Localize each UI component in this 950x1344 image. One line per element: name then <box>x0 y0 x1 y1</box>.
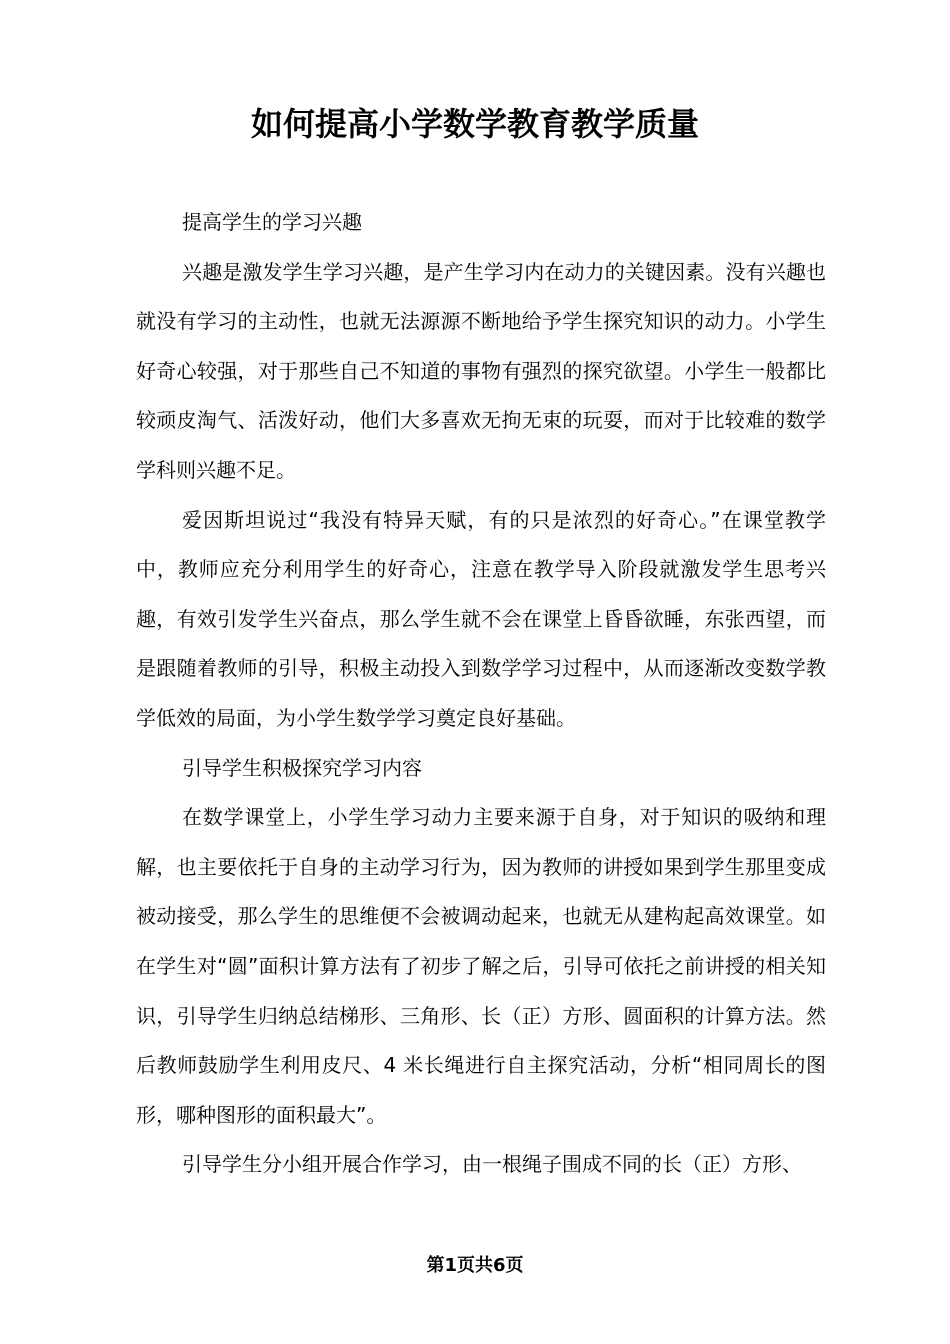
document-body <box>136 198 826 1190</box>
page-footer: 第1页共6页 <box>426 1255 524 1276</box>
paragraph-interest-1: 兴趣是激发学生学习兴趣，是产生学习内在动力的关键因素。没有兴趣也就没有学习的主动性，也就无法源源不断地给予学生探究知识的动力。小学生好奇心较强，对于那些自己不知道的事物有强烈的探究欲望。小学生一般都比较顽皮淘气、活泼好动，他们大多喜欢无拘无束的玩耍，而对于比较难的数学学科则兴趣不足。 <box>136 259 826 482</box>
document-title: 如何提高小学数学教育教学质量 <box>250 105 699 143</box>
paragraph-explore-1: 在数学课堂上，小学生学习动力主要来源于自身，对于知识的吸纳和理解，也主要依托于自身的主动学习行为，因为教师的讲授如果到学生那里变成被动接受，那么学生的思维便不会被调动起来，也就无从建构起高效课堂。如在学生对“圆”面积计算方法有了初步了解之后，引导可依托之前讲授的相关知识，引导学生归纳总结梯形、三角形、长（正）方形、圆面积的计算方法。然后教师鼓励学生利用皮尺、4 米长绳进行自主探究活动，分析“相同周长的图形，哪种图形的面积最大”。 <box>136 805 826 1127</box>
paragraph-interest-2: 爱因斯坦说过“我没有特异天赋，有的只是浓烈的好奇心。”在课堂教学中，教师应充分利用学生的好奇心，注意在教学导入阶段就激发学生思考兴趣，有效引发学生兴奋点，那么学生就不会在课堂上昏昏欲睡，东张西望，而是跟随着教师的引导，积极主动投入到数学学习过程中，从而逐渐改变数学教学低效的局面，为小学生数学学习奠定良好基础。 <box>136 507 826 730</box>
paragraph-explore-2: 引导学生分小组开展合作学习，由一根绳子围成不同的长（正）方形、 <box>182 1152 802 1177</box>
section-heading-interest: 提高学生的学习兴趣 <box>182 210 362 234</box>
section-heading-explore: 引导学生积极探究学习内容 <box>182 755 422 780</box>
